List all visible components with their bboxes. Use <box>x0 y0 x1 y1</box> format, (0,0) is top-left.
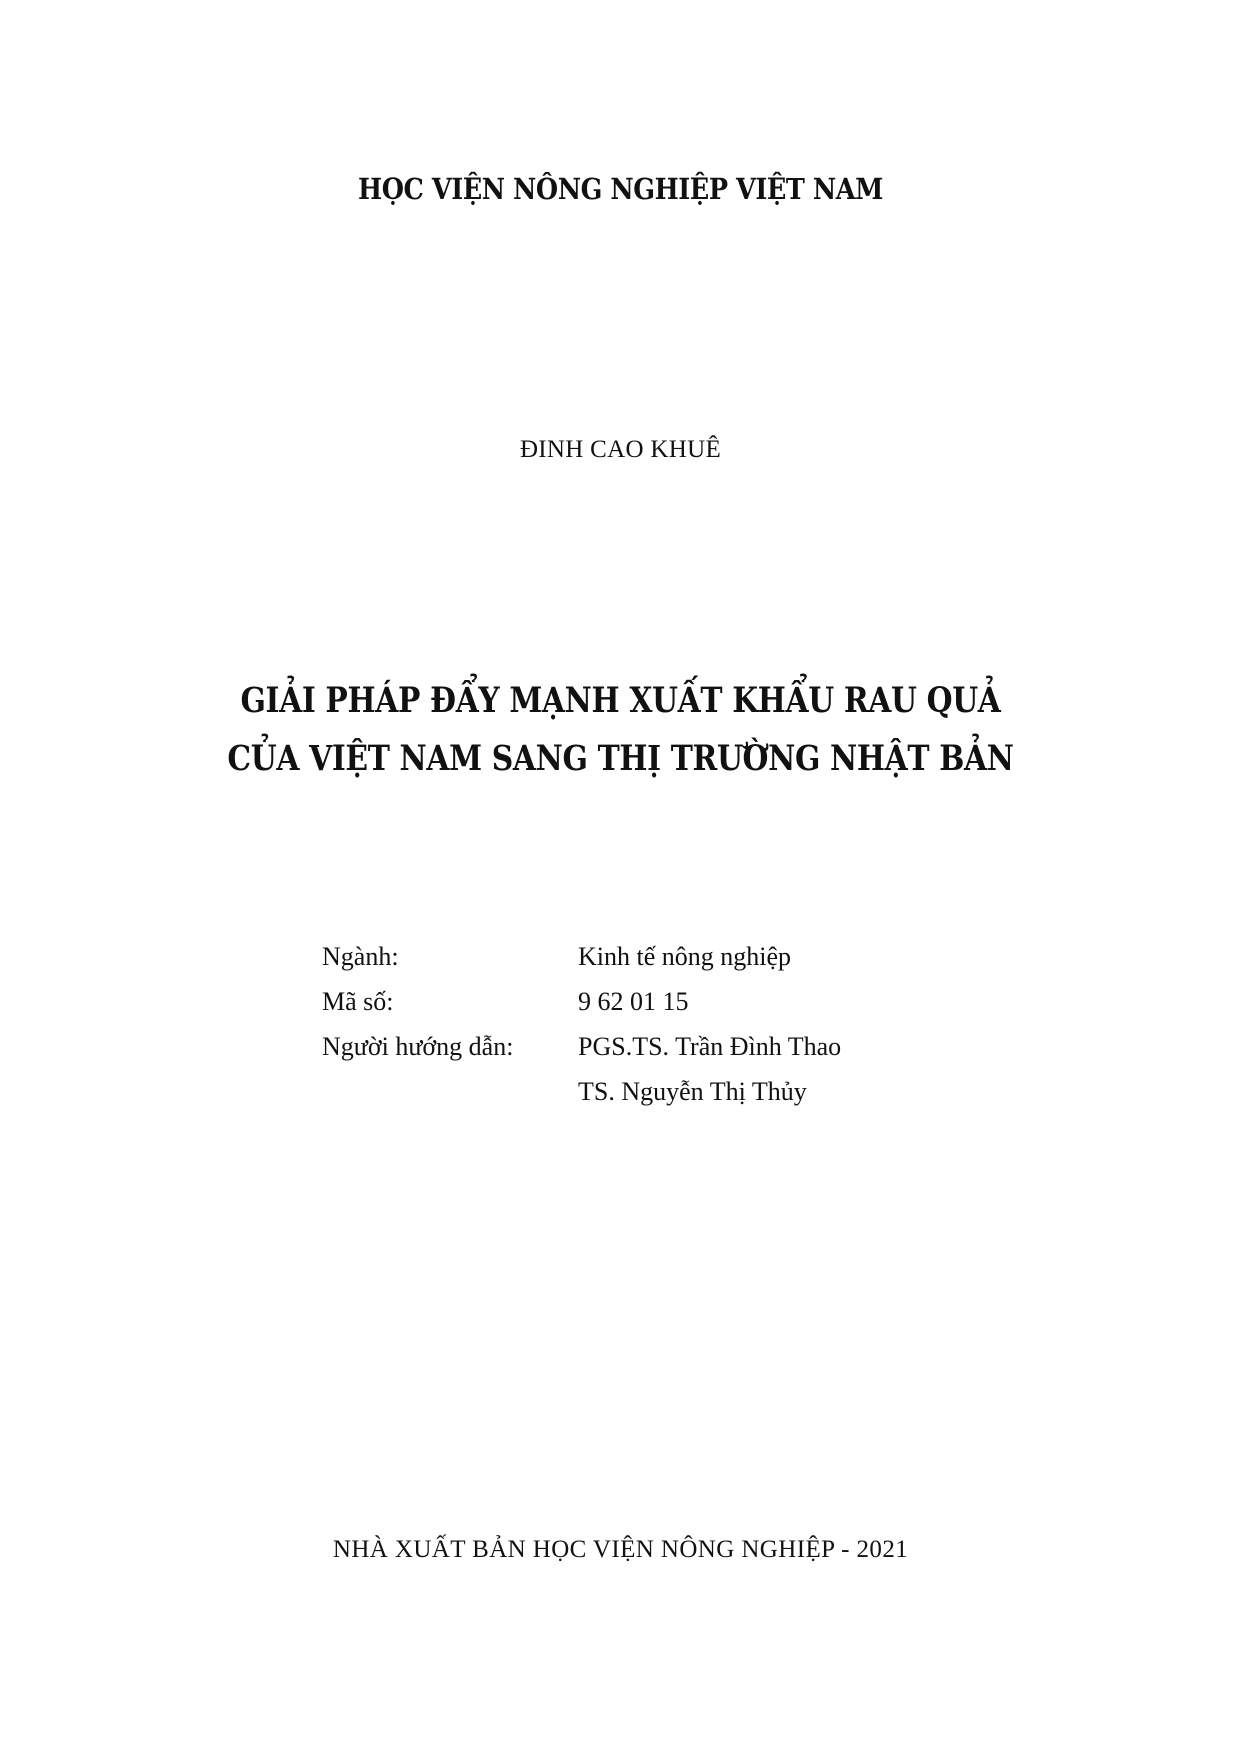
institution-name: HỌC VIỆN NÔNG NGHIỆP VIỆT NAM <box>358 172 883 206</box>
advisor-label: Người hướng dẫn: <box>322 1032 514 1061</box>
advisor-row-2 <box>322 1069 841 1114</box>
document-title <box>0 672 1241 788</box>
title-line-1: GIẢI PHÁP ĐẨY MẠNH XUẤT KHẨU RAU QUẢ <box>240 680 1001 721</box>
major-value: Kinh tế nông nghiệp <box>578 942 792 971</box>
code-label: Mã số: <box>322 987 394 1016</box>
advisor-row <box>322 1024 841 1069</box>
code-row <box>322 979 841 1024</box>
major-row <box>322 934 841 979</box>
major-label: Ngành: <box>322 942 399 971</box>
advisor-label-spacer <box>322 1069 578 1114</box>
advisor-2: TS. Nguyễn Thị Thủy <box>578 1077 807 1106</box>
author-name: ĐINH CAO KHUÊ <box>519 436 722 463</box>
thesis-info <box>322 934 841 1114</box>
publisher-line: NHÀ XUẤT BẢN HỌC VIỆN NÔNG NGHIỆP - 2021 <box>332 1536 909 1563</box>
advisor-1: PGS.TS. Trần Đình Thao <box>578 1032 842 1061</box>
code-value: 9 62 01 15 <box>578 987 689 1016</box>
title-line-2: CỦA VIỆT NAM SANG THỊ TRƯỜNG NHẬT BẢN <box>227 738 1014 779</box>
